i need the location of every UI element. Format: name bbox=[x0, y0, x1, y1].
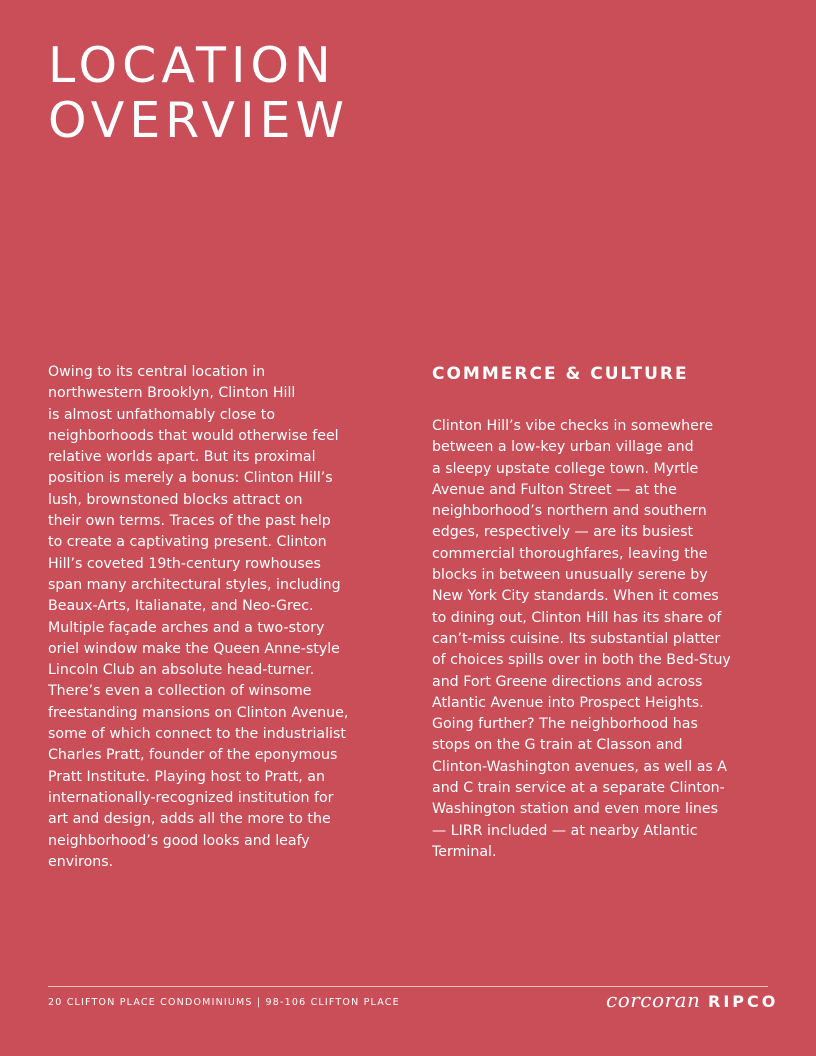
left-column bbox=[48, 362, 388, 873]
footer-divider bbox=[48, 986, 768, 987]
right-column bbox=[432, 362, 772, 863]
location-overview-paragraph: Owing to its central location in northwestern Brooklyn, Clinton Hill is almost unfathomably close to neighborhoods that would otherwise feel relative worlds apart. But its proximal position is merely a bonus: Clinton Hill’s lush, brownstoned blocks attract on their own terms. Traces of the past help to create a captivating present. Clinton Hill’s coveted 19th-century rowhouses span many architectural styles, including Beaux-Arts, Italianate, and Neo-Grec. Multiple façade arches and a two-story oriel window make the Queen Anne-style Lincoln Club an absolute head-turner. There’s even a collection of winsome freestanding mansions on Clinton Avenue, some of which connect to the industrialist Charles Pratt, founder of the eponymous Pratt Institute. Playing host to Pratt, an internationally-recognized institution for art and design, adds all the more to the neighborhood’s good looks and leafy environs. bbox=[48, 364, 349, 870]
footer-page-info: 20 CLIFTON PLACE CONDOMINIUMS | 98-106 CLIFTON PLACE bbox=[48, 997, 400, 1008]
page-title-line-1: LOCATION bbox=[48, 37, 336, 94]
corcoran-logo: corcoran bbox=[606, 988, 701, 1012]
commerce-culture-paragraph: Clinton Hill’s vibe checks in somewhere between a low-key urban village and a sleepy upstate college town. Myrtle Avenue and Fulton Street — at the neighborhood’s northern and southern edges, respectively — are its busiest commercial thoroughfares, leaving the blocks in between unusually serene by New York City standards. When it comes to dining out, Clinton Hill has its share of can’t-miss cuisine. Its substantial platter of choices spills over in both the Bed-Stuy and Fort Greene directions and across Atlantic Avenue into Prospect Heights. Going further? The neighborhood has stops on the G train at Classon and Clinton-Washington avenues, as well as A and C train service at a separate Clinton- Washington station and even more lines — LIRR included — at nearby Atlantic Terminal. bbox=[432, 418, 731, 860]
page-title bbox=[48, 38, 349, 148]
section-heading-commerce-culture: COMMERCE & CULTURE bbox=[432, 364, 689, 384]
ripco-logo: RIPCO bbox=[708, 992, 779, 1011]
page-title-line-2: OVERVIEW bbox=[48, 92, 349, 149]
